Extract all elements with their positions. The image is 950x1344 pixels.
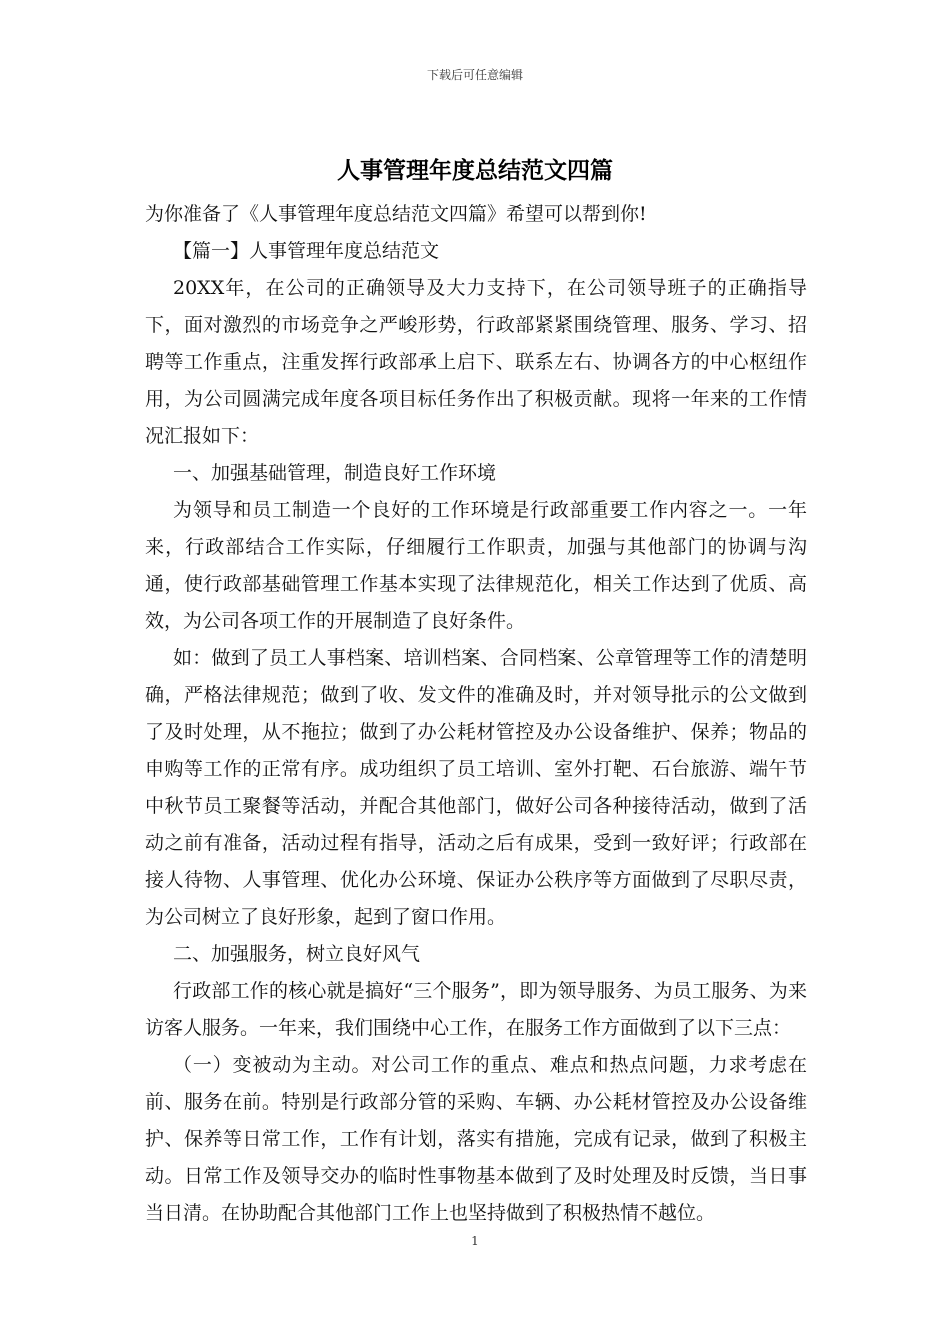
section-heading: 【篇一】人事管理年度总结范文 — [173, 240, 440, 262]
body-paragraph: （一）变被动为主动。对公司工作的重点、难点和热点问题，力求考虑在前、服务在前。特别是行政部分管的采购、车辆、办公耗材管控及办公设备维护、保养等日常工作，工作有计划，落实有措施，完成有记录，做到了积极主动。日常工作及领导交办的临时性事物基本做到了及时处理及时反馈，当日事当日清。在协助配合其他部门工作上也坚持做到了积极热情不越位。 — [145, 1054, 807, 1224]
body-paragraph: 20XX年，在公司的正确领导及大力支持下，在公司领导班子的正确指导下，面对激烈的市场竞争之严峻形势，行政部紧紧围绕管理、服务、学习、招聘等工作重点，注重发挥行政部承上启下、联系左右、协调各方的中心枢纽作用，为公司圆满完成年度各项目标任务作出了积极贡献。现将一年来的工作情况汇报如下： — [145, 277, 807, 447]
body-paragraph: 如：做到了员工人事档案、培训档案、合同档案、公章管理等工作的清楚明确，严格法律规范；做到了收、发文件的准确及时，并对领导批示的公文做到了及时处理，从不拖拉；做到了办公耗材管控及办公设备维护、保养；物品的申购等工作的正常有序。成功组织了员工培训、室外打靶、石台旅游、端午节中秋节员工聚餐等活动，并配合其他部门，做好公司各种接待活动，做到了活动之前有准备，活动过程有指导，活动之后有成果，受到一致好评；行政部在接人待物、人事管理、优化办公环境、保证办公秩序等方面做到了尽职尽责，为公司树立了良好形象，起到了窗口作用。 — [145, 647, 807, 928]
body-paragraph: 为领导和员工制造一个良好的工作环境是行政部重要工作内容之一。一年来，行政部结合工作实际，仔细履行工作职责，加强与其他部门的协调与沟通，使行政部基础管理工作基本实现了法律规范化，相关工作达到了优质、高效，为公司各项工作的开展制造了良好条件。 — [145, 499, 807, 632]
section-heading: 二、加强服务，树立良好风气 — [173, 943, 421, 965]
intro-paragraph: 为你准备了《人事管理年度总结范文四篇》希望可以帮到你! — [145, 203, 647, 225]
body-paragraph: 行政部工作的核心就是搞好“三个服务”，即为领导服务、为员工服务、为来访客人服务。一年来，我们围绕中心工作，在服务工作方面做到了以下三点： — [145, 980, 807, 1039]
document-body — [145, 196, 807, 1232]
page-number: 1 — [471, 1234, 479, 1248]
document-title: 人事管理年度总结范文四篇 — [337, 157, 613, 184]
page-header: 下载后可任意编辑 — [426, 68, 523, 82]
section-heading: 一、加强基础管理，制造良好工作环境 — [173, 462, 497, 484]
